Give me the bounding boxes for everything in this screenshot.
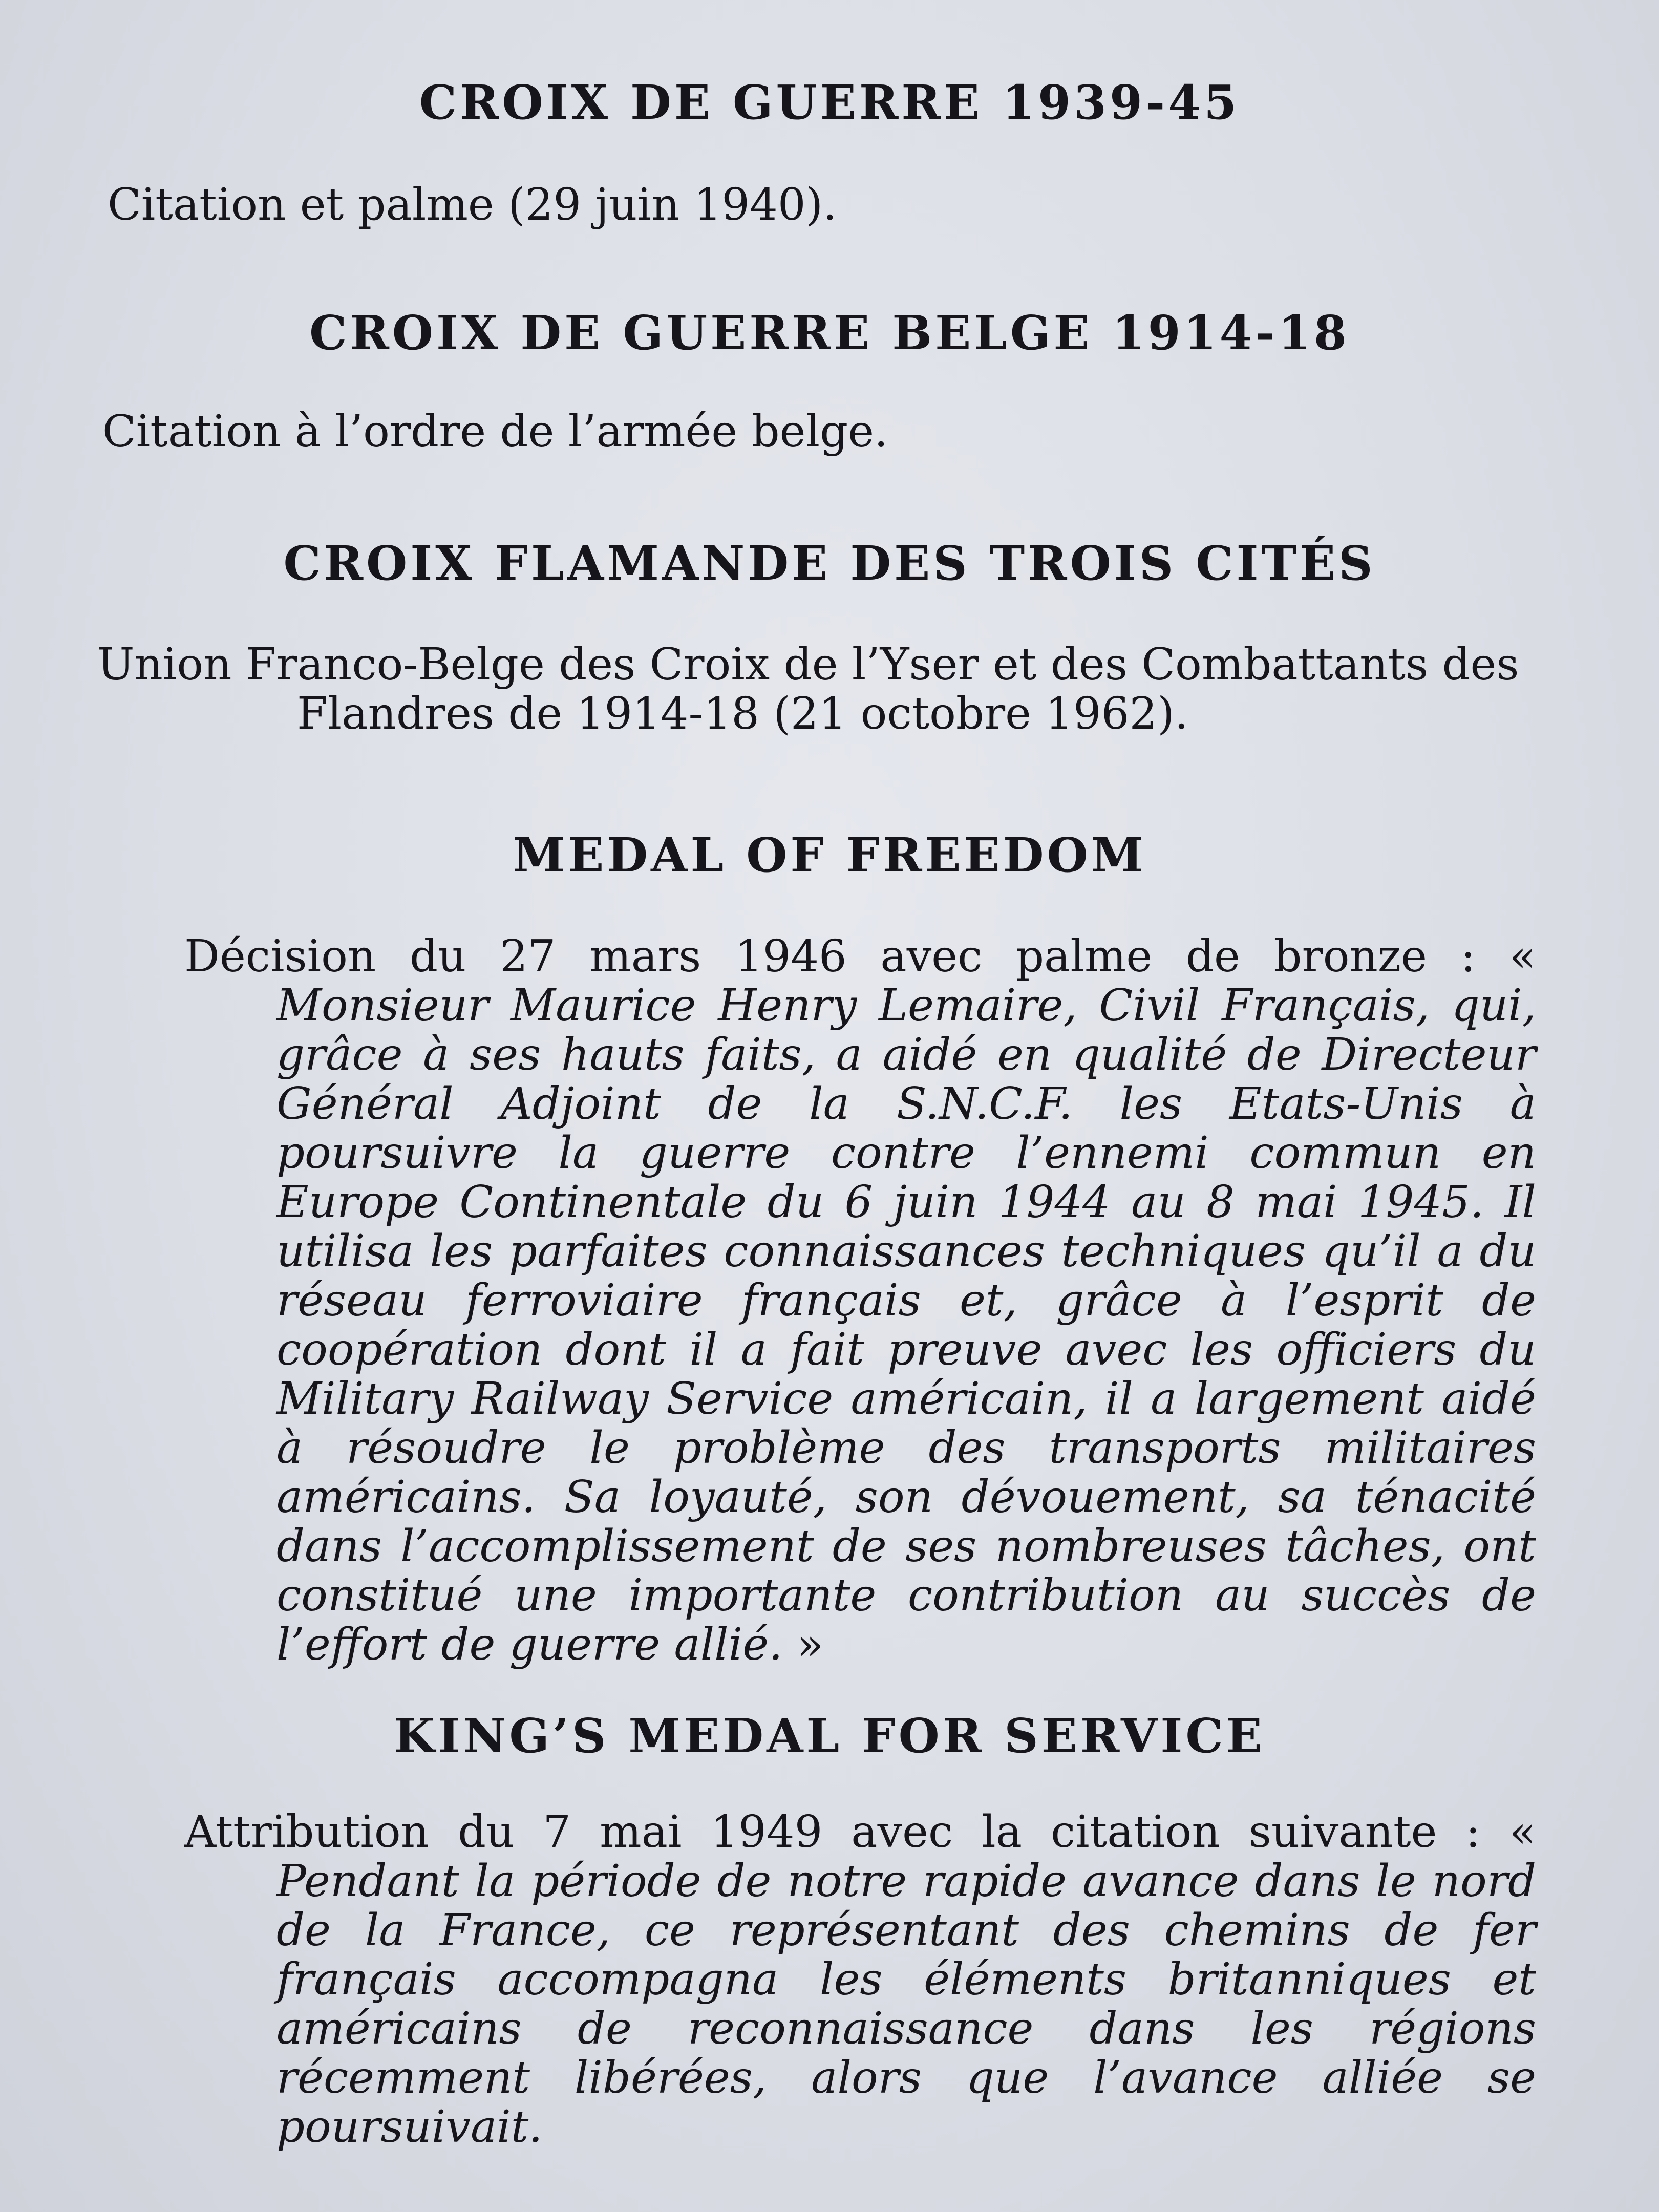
citation-kings-medal-for-service: [0, 1807, 1659, 2152]
heading-kings-medal-for-service: KING’S MEDAL FOR SERVICE: [394, 1708, 1265, 1763]
citation-medal-of-freedom-closing: »: [782, 1619, 824, 1670]
heading-croix-flamande: CROIX FLAMANDE DES TROIS CITÉS: [283, 536, 1376, 591]
citation-kings-medal-quote: Pendant la période de notre rapide avance dans le nord de la France, ce représentant des chemins de fer français accompagna les éléments britanniques et américains de reconnaissance dans les régions récemment libérées, alors que l’avance alliée se poursuivait.: [276, 1856, 1536, 2153]
citation-medal-of-freedom-quote: Monsieur Maurice Henry Lemaire, Civil Français, qui, grâce à ses hauts faits, a aidé en qualité de Directeur Général Adjoint de la S.N.C.F. les Etats-Unis à poursuivre la guerre contre l’ennemi commun en Europe Continentale du 6 juin 1944 au 8 mai 1945. Il utilisa les parfaites connaissances techniques qu’il a du réseau ferroviaire français et, grâce à l’esprit de coopération dont il a fait preuve avec les officiers du Military Railway Service américain, il a largement aidé à résoudre le problème des transports militaires américains. Sa loyauté, son dévouement, sa ténacité dans l’accomplissement de ses nombreuses tâches, ont constitué une importante contribution au succès de l’effort de guerre allié.: [276, 980, 1536, 1670]
heading-croix-de-guerre-belge: CROIX DE GUERRE BELGE 1914-18: [309, 305, 1350, 360]
citation-kings-medal-intro: Attribution du 7 mai 1949 avec la citation suivante : «: [184, 1806, 1536, 1858]
citation-croix-flamande-line1: Union Franco-Belge des Croix de l’Yser et des Combattants des: [97, 639, 1519, 690]
heading-croix-de-guerre-1939-45: CROIX DE GUERRE 1939-45: [419, 75, 1240, 130]
citation-croix-de-guerre-1939-45: Citation et palme (29 juin 1940).: [108, 179, 837, 230]
citation-medal-of-freedom: [0, 932, 1659, 1669]
citation-croix-flamande-line2: Flandres de 1914-18 (21 octobre 1962).: [297, 688, 1189, 739]
citation-croix-de-guerre-belge: Citation à l’ordre de l’armée belge.: [102, 406, 888, 457]
heading-medal-of-freedom: MEDAL OF FREEDOM: [513, 827, 1146, 883]
citation-croix-flamande: [0, 640, 1659, 738]
citation-medal-of-freedom-intro: Décision du 27 mars 1946 avec palme de bronze : «: [184, 931, 1536, 982]
